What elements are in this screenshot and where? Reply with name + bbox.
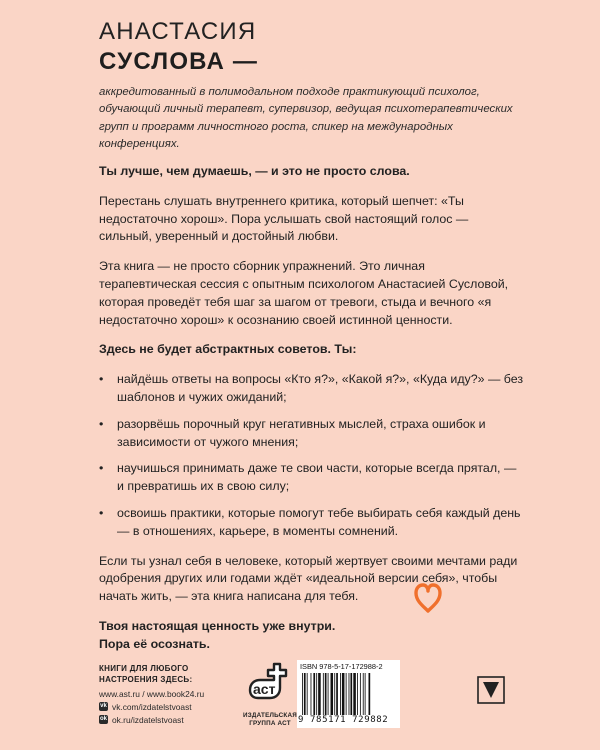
- bullet-icon: •: [99, 416, 104, 431]
- age-rating-icon: [477, 676, 505, 704]
- vk-link-text: vk.com/izdatelstvoast: [112, 702, 192, 712]
- publisher-caption: ИЗДАТЕЛЬСКАЯ ГРУППА АСТ: [243, 712, 297, 727]
- author-last-name: СУСЛОВА —: [99, 48, 259, 75]
- heart-icon: [413, 582, 443, 614]
- vk-link[interactable]: [99, 702, 192, 712]
- annotation-text: [99, 163, 524, 666]
- list-item: [99, 505, 524, 541]
- vk-icon: vk: [100, 703, 107, 709]
- ok-link-text: ok.ru/izdatelstvoast: [112, 715, 184, 725]
- barcode-icon: [301, 673, 397, 715]
- paragraph: Если ты узнал себя в человеке, который жертвует своими мечтами ради одобрения других или годами ждёт «идеальной версии себя», чтобы начать жить, — эта книга написана для тебя.: [99, 553, 518, 604]
- list-item: [99, 416, 524, 452]
- list-item: [99, 371, 524, 407]
- list-item: [99, 460, 524, 496]
- ast-logo-icon: [244, 658, 298, 714]
- lead-line: Ты лучше, чем думаешь, — и это не просто слова.: [99, 164, 410, 178]
- paragraph: Перестань слушать внутреннего критика, который шепчет: «Ты недостаточно хорош». Пора услышать свой настоящий голос — сильный, уверенный и достойный любви.: [99, 193, 469, 244]
- closing-line: Пора её осознать.: [99, 636, 210, 651]
- ast-logo-text: аст: [253, 681, 276, 697]
- website-links[interactable]: www.ast.ru / www.book24.ru: [99, 689, 205, 699]
- list-item-text: найдёшь ответы на вопросы «Кто я?», «Какой я?», «Куда иду?» — без шаблонов и чужих ожиданий;: [117, 372, 524, 404]
- list-item-text: научишься принимать даже те свои части, которые всегда прятал, — и превратишь их в свою силу;: [117, 461, 517, 494]
- ean-number: 9 785171 729882: [298, 715, 389, 725]
- bullet-icon: •: [99, 372, 104, 387]
- bullet-icon: •: [99, 505, 104, 520]
- list-heading: Здесь не будет абстрактных советов. Ты:: [99, 342, 357, 357]
- ok-icon: ok: [99, 716, 107, 722]
- isbn-text: ISBN 978-5-17-172988-2: [300, 662, 383, 671]
- closing-line: Твоя настоящая ценность уже внутри.: [99, 618, 336, 633]
- paragraph: Эта книга — не просто сборник упражнений. Это личная терапевтическая сессия с опытным психологом Анастасией Сусловой, которая проведёт тебя шаг за шагом от тревоги, стыда и вечного «я недостаточно хорош» к осознанию своей истинной ценности.: [99, 259, 509, 327]
- benefits-list: [99, 371, 524, 540]
- ok-link[interactable]: [99, 715, 184, 725]
- author-first-name: АНАСТАСИЯ: [99, 18, 257, 45]
- footer-heading: КНИГИ ДЛЯ ЛЮБОГО НАСТРОЕНИЯ ЗДЕСЬ:: [99, 664, 193, 684]
- list-item-text: освоишь практики, которые помогут тебе выбирать себя каждый день — в отношениях, карьере, в моменты сомнений.: [117, 505, 521, 538]
- bullet-icon: •: [99, 461, 104, 476]
- list-item-text: разорвёшь порочный круг негативных мыслей, страха ошибок и зависимости от чужого мнения;: [117, 416, 486, 449]
- author-bio: аккредитованный в полимодальном подходе практикующий психолог, обучающий личный терапевт, супервизор, ведущая психотерапевтических групп и программ личностного роста, спикер на международных конференциях.: [99, 86, 513, 150]
